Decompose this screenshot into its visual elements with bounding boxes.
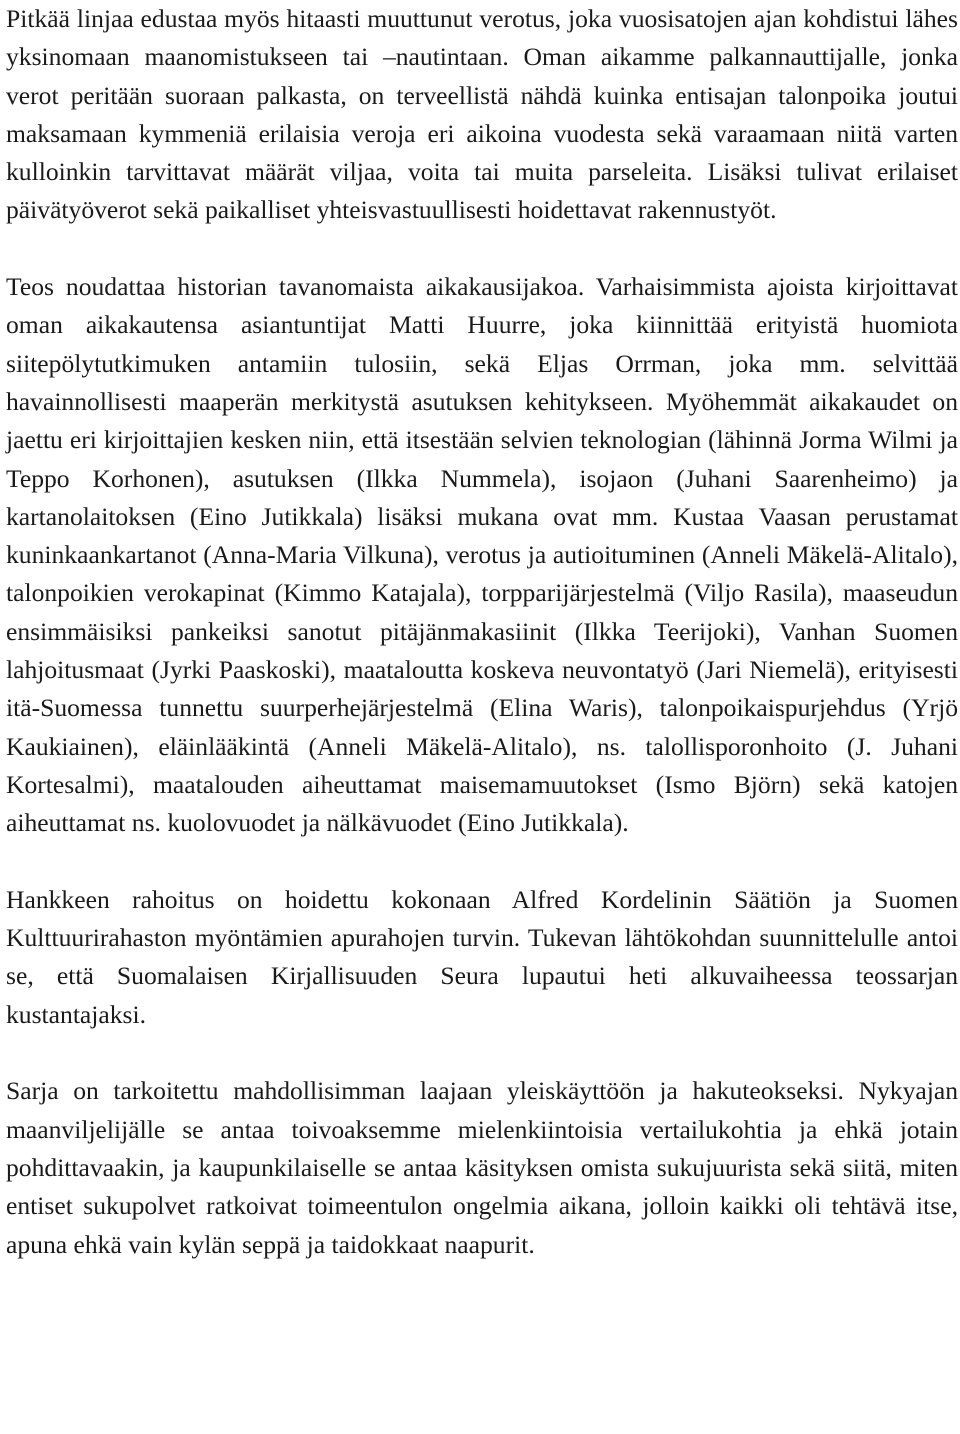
paragraph-funding: Hankkeen rahoitus on hoidettu kokonaan Alfred Kordelinin Säätiön ja Suomen Kulttuurirahaston myöntämien apurahojen turvin. Tukevan lähtökohdan suunnittelulle antoi se, että Suomalaisen Kirjallisuuden Seura lupautui heti alkuvaiheessa teossarjan kustantajaksi. — [6, 884, 958, 1029]
paragraph-purpose: Sarja on tarkoitettu mahdollisimman laajaan yleiskäyttöön ja hakuteokseksi. Nykyajan maanviljelijälle se antaa toivoaksemme mielenkiintoisia vertailukohtia ja ehkä jotain pohdittavaakin, ja kaupunkilaiselle se antaa käsityksen omista sukujuurista sekä siitä, miten entiset sukupolvet ratkoivat toimeentulon ongelmia aikana, jolloin kaikki oli tehtävä itse, apuna ehkä vain kylän seppä ja taidokkaat naapurit. — [6, 1076, 958, 1259]
paragraph-taxation: Pitkää linjaa edustaa myös hitaasti muuttunut verotus, joka vuosisatojen ajan kohdistui lähes yksinomaan maanomistukseen tai –nautintaan. Oman aikamme palkannauttijalle, jonka verot peritään suoraan palkasta, on terveellistä nähdä kuinka entisajan talonpoika joutui maksamaan kymmeniä erilaisia veroja eri aikoina vuodesta sekä varaamaan niitä varten kulloinkin tarvittavat määrät viljaa, voita tai muita parseleita. Lisäksi tulivat erilaiset päivätyöverot sekä paikalliset yhteisvastuullisesti hoidettavat rakennustyöt. — [6, 4, 958, 225]
paragraph-periodization: Teos noudattaa historian tavanomaista aikakausijakoa. Varhaisimmista ajoista kirjoittavat oman aikakautensa asiantuntijat Matti Huurre, joka kiinnittää erityistä huomiota siitepölytutkimuken antamiin tulosiin, sekä Eljas Orrman, joka mm. selvittää havainnollisesti maaperän merkitystä asutuksen kehitykseen. Myöhemmät aikakaudet on jaettu eri kirjoittajien kesken niin, että itsestään selvien teknologian (lähinnä Jorma Wilmi ja Teppo Korhonen), asutuksen (Ilkka Nummela), isojaon (Juhani Saarenheimo) ja kartanolaitoksen (Eino Jutikkala) lisäksi mukana ovat mm. Kustaa Vaasan perustamat kuninkaankartanot (Anna-Maria Vilkuna), verotus ja autioituminen (Anneli Mäkelä-Alitalo), talonpoikien verokapinat (Kimmo Katajala), torpparijärjestelmä (Viljo Rasila), maaseudun ensimmäisiksi pankeiksi sanotut pitäjänmakasiinit (Ilkka Teerijoki), Vanhan Suomen lahjoitusmaat (Jyrki Paaskoski), maataloutta koskeva neuvontatyö (Jari Niemelä), erityisesti itä-Suomessa tunnettu suurperhejärjestelmä (Elina Waris), talonpoikaispurjehdus (Yrjö Kaukiainen), eläinlääkintä (Anneli Mäkelä-Alitalo), ns. talollisporonhoito (J. Juhani Kortesalmi), maatalouden aiheuttamat maisemamuutokset (Ismo Björn) sekä katojen aiheuttamat ns. kuolovuodet ja nälkävuodet (Eino Jutikkala). — [6, 272, 958, 838]
